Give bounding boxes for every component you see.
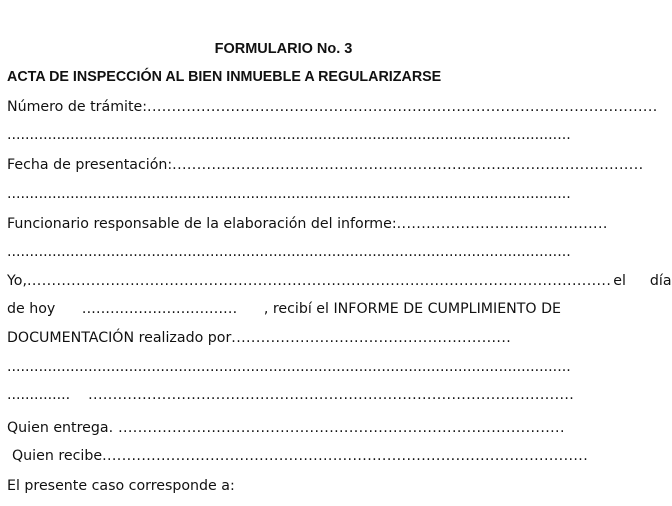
el-label: el	[613, 273, 626, 289]
fecha-field[interactable]: ................................................................................................	[172, 157, 644, 173]
funcionario-field-continuation[interactable]: .............................................................................................................................	[7, 244, 571, 260]
funcionario-row	[7, 215, 608, 233]
yo-label: Yo,	[7, 273, 27, 289]
dia-label: día	[649, 273, 672, 289]
tramite-row	[7, 98, 658, 116]
form-title: ACTA DE INSPECCIÓN AL BIEN INMUEBLE A REGULARIZARSE	[7, 69, 442, 85]
entrega-field[interactable]: ...........................................................................................	[118, 420, 565, 436]
blank-line-2-rest[interactable]: ...................................................................................................	[88, 387, 575, 403]
blank-line-1[interactable]: .............................................................................................................................	[7, 359, 571, 375]
recibi-text: , recibí el INFORME DE CUMPLIMIENTO DE	[263, 301, 561, 317]
funcionario-field[interactable]: ...........................................	[396, 216, 608, 232]
de-hoy-row	[7, 300, 561, 318]
recibe-label: Quien recibe	[12, 448, 103, 464]
entrega-row	[7, 419, 565, 437]
recibe-field[interactable]: ...................................................................................................	[102, 448, 589, 464]
form-number: FORMULARIO No. 3	[214, 41, 353, 57]
fecha-field-continuation[interactable]: .............................................................................................................................	[7, 186, 571, 202]
funcionario-label: Funcionario responsable de la elaboración del informe:	[7, 216, 397, 232]
blank-line-2-start[interactable]: ..............	[7, 387, 71, 403]
fecha-label: Fecha de presentación:	[7, 157, 173, 173]
documentacion-text: DOCUMENTACIÓN realizado por	[7, 330, 232, 346]
recibe-row	[12, 447, 589, 465]
documentacion-field[interactable]: .........................................................	[231, 330, 512, 346]
caso-label: El presente caso corresponde a:	[7, 478, 235, 494]
de-hoy-label: de hoy	[7, 301, 56, 317]
de-hoy-field[interactable]: .................................	[81, 301, 238, 317]
blank-line-2	[7, 386, 575, 404]
entrega-label: Quien entrega.	[7, 420, 114, 436]
documentacion-row	[7, 329, 527, 347]
tramite-field[interactable]: ........................................................................................................	[147, 99, 658, 115]
fecha-row	[7, 156, 644, 174]
tramite-field-continuation[interactable]: .............................................................................................................................	[7, 127, 571, 143]
yo-row	[7, 272, 672, 290]
yo-field[interactable]: .......................................................................................................................	[26, 273, 612, 289]
tramite-label: Número de trámite:	[7, 99, 148, 115]
